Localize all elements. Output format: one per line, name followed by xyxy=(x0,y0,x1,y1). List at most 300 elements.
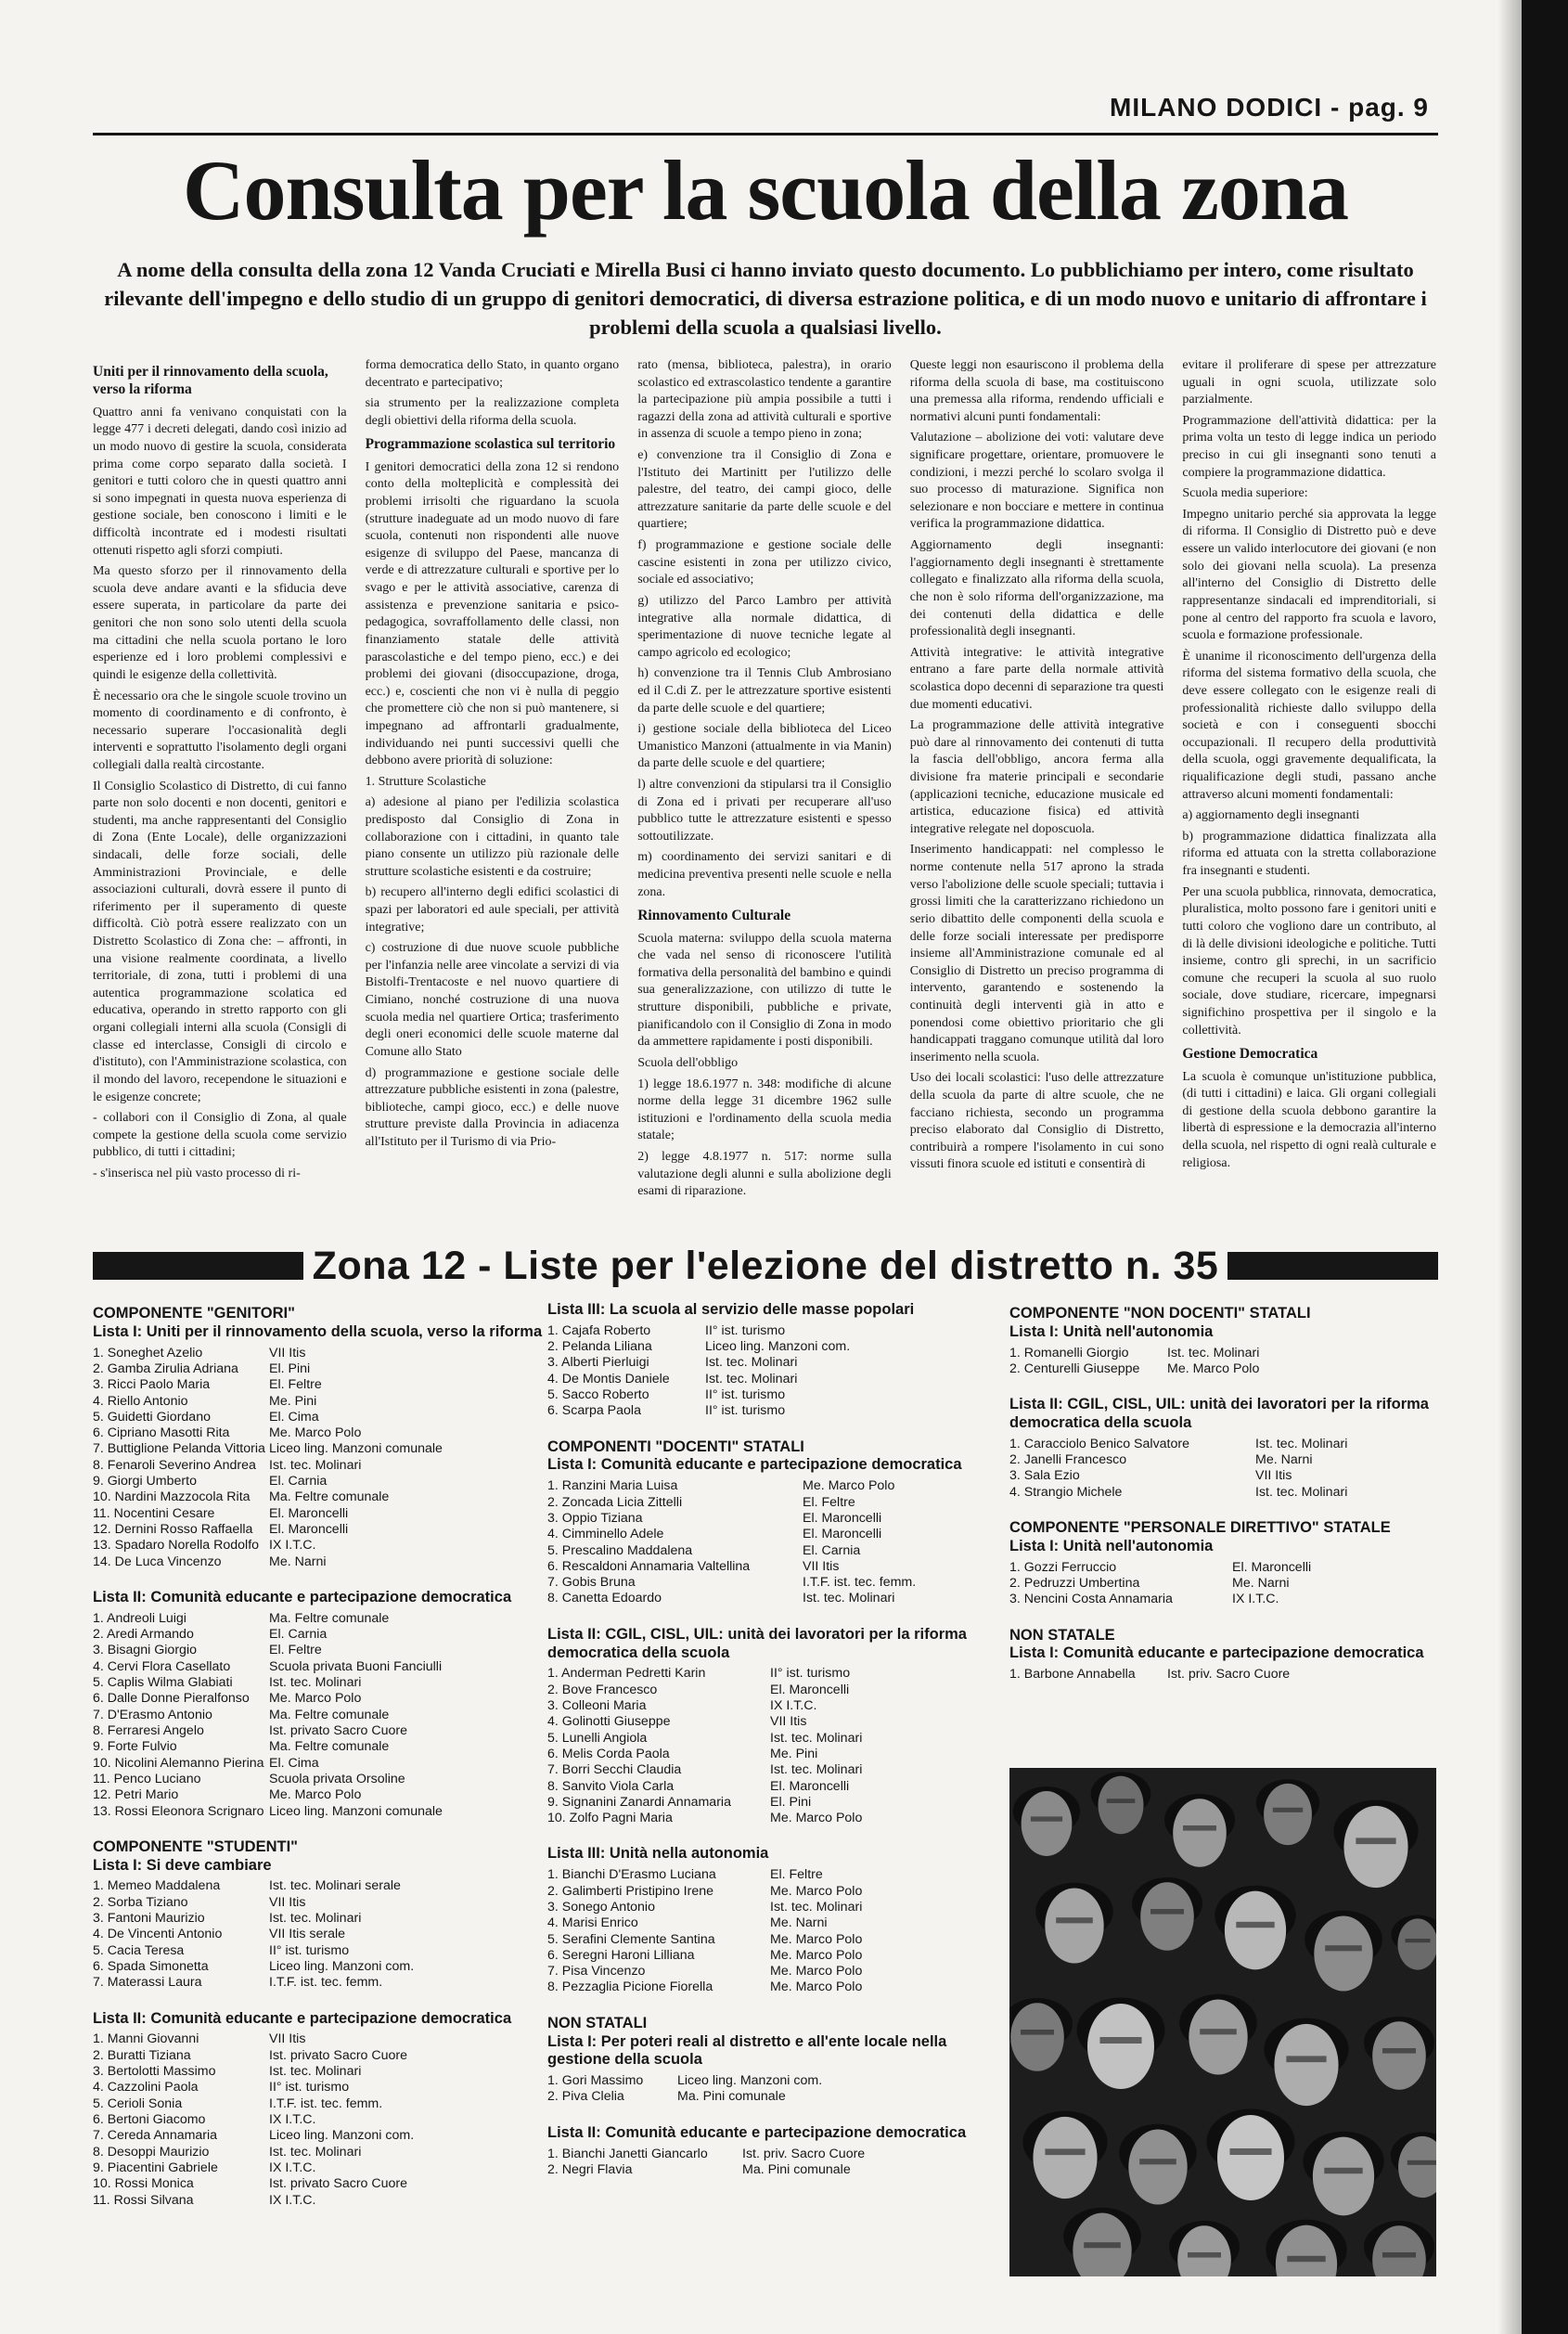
candidate-list xyxy=(547,1301,1007,1420)
candidate-name: 9. Forte Fulvio xyxy=(93,1739,177,1755)
candidate-name: 1. Gozzi Ferruccio xyxy=(1009,1559,1117,1575)
candidate-name: 5. Serafini Clemente Santina xyxy=(547,1931,715,1947)
candidate-name: 2. Buratti Tiziana xyxy=(93,2047,191,2063)
candidate-school: Me. Marco Polo xyxy=(770,1964,863,1979)
candidate-school: Me. Marco Polo xyxy=(269,1425,362,1441)
list-title: Lista I: Unità nell'autonomia xyxy=(1009,1537,1214,1554)
candidate-row xyxy=(547,1811,1007,1826)
paragraph: forma democratica dello Stato, in quanto organo decentrato e partecipativo; xyxy=(365,358,620,390)
candidate-name: 5. Cerioli Sonia xyxy=(93,2095,183,2111)
candidate-row xyxy=(93,1554,547,1570)
photo-face xyxy=(1189,2000,1247,2075)
paragraph: Scuola dell'obbligo xyxy=(637,1055,739,1070)
candidate-name: 2. Negri Flavia xyxy=(547,2161,633,2177)
candidate-list xyxy=(93,2010,547,2209)
candidate-name: 4. Riello Antonio xyxy=(93,1393,188,1409)
list-category: COMPONENTE "NON DOCENTI" STATALI xyxy=(1009,1305,1311,1322)
photo-face xyxy=(1225,1891,1286,1970)
candidate-name: 1. Soneghet Azelio xyxy=(93,1345,203,1360)
candidate-row xyxy=(547,2147,1007,2162)
candidate-name: 8. Desoppi Maurizio xyxy=(93,2144,210,2160)
candidate-school: IX I.T.C. xyxy=(269,2192,316,2208)
candidate-list xyxy=(1009,1627,1447,1683)
lists-column-2 xyxy=(547,1301,1007,2197)
candidate-school: El. Carnia xyxy=(269,1627,328,1643)
paragraph: b) recupero all'interno degli edifici scolastici di spazi per laboratori ed aule speciali, per attività integrative; xyxy=(365,885,620,935)
candidate-row xyxy=(547,1527,1007,1542)
paragraph: È necessario ora che le singole scuole trovino un momento di coordinamento e di confronto, è necessario superare l'occasionalità degli interventi e soprattutto l'isolamento degli organi collegiali dalla realtà circostante. xyxy=(93,689,347,772)
article-column xyxy=(637,357,892,1228)
candidate-name: 3. Sonego Antonio xyxy=(547,1899,655,1915)
candidate-row xyxy=(547,1387,1007,1403)
paragraph: sia strumento per la realizzazione completa degli obiettivi della riforma della scuola. xyxy=(365,396,620,428)
candidate-school: II° ist. turismo xyxy=(269,1942,350,1958)
list-title: Lista II: CGIL, CISL, UIL: unità dei lavoratori per la riforma democratica della scuola xyxy=(1009,1396,1429,1432)
paragraph: È unanime il riconoscimento dell'urgenza della riforma del sistema formativo della scuola, che deve essere collegato con le esigenze reali di professionalità richieste dallo sviluppo della società e con i conseguenti sbocchi occupazionali. Il recupero della produttività della scuola, oggi gravemente dequalificata, la riqualificazione degli studi, passano anche attraverso alcuni momenti fondamentali: xyxy=(1182,649,1436,802)
candidate-name: 7. Materassi Laura xyxy=(93,1975,202,1991)
candidate-school: Me. Narni xyxy=(1232,1575,1290,1591)
candidate-name: 2. Pelanda Liliana xyxy=(547,1339,652,1355)
candidate-row xyxy=(1009,1452,1447,1468)
candidate-name: 2. Zoncada Licia Zittelli xyxy=(547,1494,683,1510)
candidate-school: Ist. tec. Molinari xyxy=(705,1371,798,1386)
candidate-name: 1. Memeo Maddalena xyxy=(93,1878,221,1894)
candidate-row xyxy=(93,1911,547,1927)
paragraph: - collabori con il Consiglio di Zona, al quale compete la gestione della scuola come servizio pubblico, di tutti i cittadini; xyxy=(93,1111,347,1160)
candidate-name: 7. Gobis Bruna xyxy=(547,1575,636,1591)
candidate-name: 4. Cimminello Adele xyxy=(547,1527,664,1542)
candidate-name: 2. Bove Francesco xyxy=(547,1682,658,1697)
candidate-list xyxy=(547,1438,1007,1607)
photo-eyes xyxy=(1031,1816,1062,1821)
photo-eyes xyxy=(1188,2252,1221,2258)
candidate-school: El. Maroncelli xyxy=(803,1527,882,1542)
candidate-name: 6. Bertoni Giacomo xyxy=(93,2111,206,2127)
paragraph: La programmazione delle attività integrative può dare al rinnovamento dei contenuti di tutta la fascia dell'obbligo, ancora ferma alla divisione fra materie principali e secondarie (applicazioni tecniche, educazione musicale ed artistica, educazione fisica) ed attività integrative relegate nel doposcuola. xyxy=(909,718,1164,836)
candidate-school: Liceo ling. Manzoni com. xyxy=(269,1958,415,1974)
candidate-school: Me. Narni xyxy=(1255,1452,1313,1468)
list-category: COMPONENTE "PERSONALE DIRETTIVO" STATALE xyxy=(1009,1519,1391,1537)
candidate-school: VII Itis xyxy=(269,2031,306,2047)
photo-eyes xyxy=(1200,2029,1237,2034)
list-title: Lista II: Comunità educante e partecipazione democratica xyxy=(547,2123,967,2141)
candidate-school: Ma. Feltre comunale xyxy=(269,1489,390,1505)
candidate-name: 12. Dernini Rosso Raffaella xyxy=(93,1522,253,1538)
candidate-row xyxy=(93,1441,547,1457)
list-title: Lista I: Uniti per il rinnovamento della scuola, verso la riforma xyxy=(93,1322,543,1340)
candidate-school: II° ist. turismo xyxy=(770,1666,851,1682)
candidate-row xyxy=(93,1927,547,1942)
lists-column-1 xyxy=(93,1301,547,2227)
candidate-school: Liceo ling. Manzoni comunale xyxy=(269,1441,443,1457)
photo-face xyxy=(1397,1918,1436,1969)
photo-eyes xyxy=(1356,1838,1395,1844)
candidate-school: Me. Pini xyxy=(269,1393,317,1409)
candidate-row xyxy=(547,1355,1007,1371)
photo-eyes xyxy=(1382,2252,1416,2258)
candidate-name: 8. Canetta Edoardo xyxy=(547,1591,662,1606)
candidate-name: 4. Strangio Michele xyxy=(1009,1484,1123,1500)
candidate-school: II° ist. turismo xyxy=(269,2080,350,2095)
paragraph: a) adesione al piano per l'edilizia scolastica predisposto dal Consiglio di Zona in collaborazione con i cittadini, in quanto tale piano consente un utilizzo più razionale delle strutture scolastiche esistenti e da costruire; xyxy=(365,795,620,879)
candidate-school: Ist. tec. Molinari xyxy=(803,1591,895,1606)
paragraph: m) coordinamento dei servizi sanitari e di medicina preventiva presenti nelle scuole e nella zona. xyxy=(637,850,892,899)
candidate-school: IX I.T.C. xyxy=(269,1538,316,1554)
candidate-row xyxy=(547,1478,1007,1494)
list-title: Lista III: Unità nella autonomia xyxy=(547,1845,769,1863)
candidate-row xyxy=(93,1723,547,1739)
list-category: NON STATALE xyxy=(1009,1626,1115,1644)
paragraph: Il Consiglio Scolastico di Distretto, di cui fanno parte non solo docenti e non docenti, genitori e studenti, ma anche rappresentanti del Consiglio di Zona (Ente Locale), delle organizzazioni sindacali, delle forze sociali, delle Amministrazioni Provinciale, e delle associazioni culturali, dovrà essere il punto di riferimento per il superamento di queste difficoltà. Ciò potrà essere realizzato con un Distretto Scolastico di Zona che: – affronti, in una visione realmente coordinata, a livello territoriale, di zona, tutti i problemi di una autentica programmazione scolatica ed educativa, operando in stretto rapporto con gli organi collegiali interni alla scuola (Consigli di classe ed interclasse, Consigli di circolo e d'istituto), con l'Amministrazione scolastica, con il mondo del lavoro, recependone le situazioni e le esigenze concrete; xyxy=(93,779,347,1104)
candidate-row xyxy=(93,2145,547,2160)
candidate-school: Ist. tec. Molinari xyxy=(269,2144,362,2160)
candidate-row xyxy=(547,1948,1007,1964)
candidate-list xyxy=(1009,1519,1447,1608)
candidate-row xyxy=(547,1884,1007,1900)
candidate-name: 9. Signanini Zanardi Annamaria xyxy=(547,1794,731,1810)
candidate-school: Me. Marco Polo xyxy=(269,1691,362,1707)
photo-eyes xyxy=(1056,1917,1093,1923)
candidate-name: 14. De Luca Vincenzo xyxy=(93,1554,222,1569)
candidate-row xyxy=(93,1458,547,1474)
candidate-row xyxy=(547,1779,1007,1795)
candidate-name: 9. Giorgi Umberto xyxy=(93,1474,197,1489)
candidate-name: 7. Pisa Vincenzo xyxy=(547,1964,646,1979)
candidate-name: 7. Cereda Annamaria xyxy=(93,2128,218,2144)
candidate-school: El. Maroncelli xyxy=(770,1682,850,1697)
photo-face xyxy=(1010,2003,1064,2071)
paragraph: Attività integrative: le attività integrative entrano a fare parte della normale attività scolastica dopo decenni di separazione tra questi due momenti educativi. xyxy=(909,645,1164,712)
candidate-row xyxy=(1009,1576,1447,1592)
paragraph: h) convenzione tra il Tennis Club Ambrosiano ed il C.di Z. per le attrezzature sportive esistenti da parte delle scuole e del quartiere; xyxy=(637,666,892,716)
paragraph: Scuola materna: sviluppo della scuola materna che vada nel senso di riconoscere l'utilità formativa della personalità del bambino e quindi sua generalizzazione, con utilizzo di tutte le strutture disponibili, pubbliche e private, pianificandolo con il Consiglio di Zona in modo da ammettere rapidamente i posti disponibili. xyxy=(637,931,892,1050)
candidate-school: El. Maroncelli xyxy=(269,1505,349,1521)
candidate-row xyxy=(1009,1437,1447,1452)
paragraph: 1) legge 18.6.1977 n. 348: modifiche di alcune norme della legge 31 dicembre 1962 sulle istituzioni e l'ordinamento della scuola media statale; xyxy=(637,1077,892,1143)
candidate-name: 7. D'Erasmo Antonio xyxy=(93,1707,212,1722)
photo-face xyxy=(1128,2130,1187,2205)
paragraph: 1. Strutture Scolastiche xyxy=(365,774,486,789)
list-category: COMPONENTE "STUDENTI" xyxy=(93,1838,298,1855)
candidate-row xyxy=(93,1425,547,1441)
paragraph: b) programmazione didattica finalizzata alla riforma ed attuata con la stretta collaborazione fra insegnanti e studenti. xyxy=(1182,829,1436,879)
photo-eyes xyxy=(1287,2256,1325,2262)
candidate-school: Ist. tec. Molinari xyxy=(770,1730,863,1746)
photo-eyes xyxy=(1139,2159,1176,2164)
candidate-name: 1. Caracciolo Benico Salvatore xyxy=(1009,1436,1189,1451)
candidate-school: I.T.F. ist. tec. femm. xyxy=(269,2095,383,2111)
candidate-school: El. Feltre xyxy=(770,1867,823,1883)
paragraph: Queste leggi non esauriscono il problema della riforma della scuola di base, ma costituiscono una premessa alla riforma, rendendo ufficiali e normativi alcuni punti fondamentali: xyxy=(909,358,1164,424)
candidate-name: 1. Gori Massimo xyxy=(547,2073,644,2089)
candidate-school: Me. Marco Polo xyxy=(269,1787,362,1803)
candidate-school: Me. Marco Polo xyxy=(770,1947,863,1963)
candidate-name: 1. Romanelli Giorgio xyxy=(1009,1345,1129,1360)
candidate-name: 2. Galimberti Pristipino Irene xyxy=(547,1883,713,1899)
candidate-name: 10. Nicolini Alemanno Pierina xyxy=(93,1755,264,1771)
photo-eyes xyxy=(1230,2148,1272,2155)
candidate-name: 3. Sala Ezio xyxy=(1009,1468,1080,1484)
candidate-name: 1. Anderman Pedretti Karin xyxy=(547,1666,706,1682)
photo-face xyxy=(1173,1799,1227,1867)
candidate-school: IX I.T.C. xyxy=(269,2111,316,2127)
photo-eyes xyxy=(1107,1799,1136,1803)
photo-face xyxy=(1099,1776,1144,1835)
candidate-school: El. Pini xyxy=(269,1360,311,1376)
page-number: MILANO DODICI - pag. 9 xyxy=(1110,93,1429,122)
candidate-school: Ist. tec. Molinari xyxy=(1255,1436,1348,1451)
article-column xyxy=(910,357,1164,1228)
candidate-school: Me. Pini xyxy=(770,1746,818,1761)
candidate-row xyxy=(93,1943,547,1959)
candidate-name: 1. Bianchi Janetti Giancarlo xyxy=(547,2146,708,2161)
candidate-row xyxy=(93,2064,547,2080)
candidate-row xyxy=(93,1377,547,1393)
candidate-school: El. Carnia xyxy=(269,1474,328,1489)
list-title: Lista II: CGIL, CISL, UIL: unità dei lavoratori per la riforma democratica della scuola xyxy=(547,1625,967,1661)
photo-eyes xyxy=(1273,1808,1303,1812)
candidate-name: 6. Dalle Donne Pieralfonso xyxy=(93,1691,250,1707)
photo-eyes xyxy=(1325,1945,1362,1951)
candidate-school: Ma. Pini comunale xyxy=(742,2161,851,2177)
candidate-school: II° ist. turismo xyxy=(705,1403,786,1419)
candidate-name: 4. Cervi Flora Casellato xyxy=(93,1658,231,1674)
candidate-school: Ma. Pini comunale xyxy=(677,2089,786,2105)
paragraph: Aggiornamento degli insegnanti: l'aggiornamento degli insegnanti è strettamente collegato e finalizzato alla riforma della scuola, che non è solo riforma dell'organizzazione, ma dei contenuti della didattica e delle professionalità degli insegnanti. xyxy=(909,538,1164,639)
list-title: Lista II: Comunità educante e partecipazione democratica xyxy=(93,2009,512,2027)
candidate-row xyxy=(93,2176,547,2192)
photo-eyes xyxy=(1286,2056,1326,2062)
list-title: Lista II: Comunità educante e partecipazione democratica xyxy=(93,1588,512,1605)
candidate-row xyxy=(93,2193,547,2209)
candidate-school: El. Maroncelli xyxy=(770,1778,850,1794)
candidate-school: VII Itis xyxy=(1255,1468,1292,1484)
candidate-name: 9. Piacentini Gabriele xyxy=(93,2160,218,2175)
candidate-list xyxy=(93,1838,547,1992)
list-title: Lista I: Per poteri reali al distretto e all'ente locale nella gestione della scuola xyxy=(547,2032,947,2069)
candidate-name: 5. Prescalino Maddalena xyxy=(547,1542,693,1558)
candidate-row xyxy=(547,2073,1007,2089)
candidate-row xyxy=(93,1772,547,1787)
candidate-school: Me. Marco Polo xyxy=(770,1883,863,1899)
paragraph: d) programmazione e gestione sociale delle attrezzature pubbliche esistenti in zona (palestre, biblioteche, campi gioco, ecc.) e delle nuove strutture previste dalla Provincia in adiacenza all'Istituto per il Turismo di via Prio- xyxy=(365,1065,620,1149)
photo-eyes xyxy=(1236,1922,1274,1928)
paragraph: Impegno unitario perché sia approvata la legge di riforma. Il Consiglio di Distretto può e deve essere un valido interlocutore dei giovani (e non solo dei giovani nella scuola). La presenza all'interno del Consiglio di Distretto delle rappresentanze sindacali ed imprenditoriali, si pone al centro del rapporto fra scuola e lavoro, scuola e formazione professionale. xyxy=(1182,507,1436,643)
candidate-school: VII Itis serale xyxy=(269,1927,346,1942)
candidate-row xyxy=(93,1675,547,1691)
candidate-row xyxy=(1009,1592,1447,1607)
candidate-row xyxy=(93,2112,547,2128)
candidate-name: 3. Ricci Paolo Maria xyxy=(93,1377,211,1393)
candidate-school: Me. Marco Polo xyxy=(770,1979,863,1995)
photo-eyes xyxy=(1150,1909,1184,1915)
candidate-name: 8. Fenaroli Severino Andrea xyxy=(93,1457,256,1473)
candidate-school: IX I.T.C. xyxy=(770,1697,817,1713)
photo-eyes xyxy=(1324,2168,1362,2173)
candidate-name: 8. Sanvito Viola Carla xyxy=(547,1778,675,1794)
candidate-name: 3. Nencini Costa Annamaria xyxy=(1009,1592,1173,1607)
list-title: Lista I: Si deve cambiare xyxy=(93,1856,272,1874)
candidate-name: 11. Nocentini Cesare xyxy=(93,1505,215,1521)
candidate-row xyxy=(547,1323,1007,1339)
candidate-school: Ist. tec. Molinari xyxy=(269,1675,362,1691)
list-category: COMPONENTI "DOCENTI" STATALI xyxy=(547,1438,804,1455)
candidate-row xyxy=(547,1511,1007,1527)
candidate-row xyxy=(93,1959,547,1975)
section-heading: Rinnovamento Culturale xyxy=(637,908,791,924)
candidate-name: 3. Oppio Tiziana xyxy=(547,1510,643,1526)
candidate-row xyxy=(1009,1346,1447,1361)
banner-title: Zona 12 - Liste per l'elezione del distretto n. 35 xyxy=(312,1243,1219,1288)
candidate-school: El. Feltre xyxy=(803,1494,855,1510)
photo-face xyxy=(1217,2115,1284,2200)
candidate-name: 2. Pedruzzi Umbertina xyxy=(1009,1575,1140,1591)
candidate-name: 2. Janelli Francesco xyxy=(1009,1452,1127,1468)
candidate-name: 5. Cacia Teresa xyxy=(93,1942,185,1958)
paragraph: Valutazione – abolizione dei voti: valutare deve significare progettare, orientare, promuovere le condizioni, i mezzi perché lo scolaro svolga il suo processo di maturazione. Significa non selezionare e non bocciare e mettere in continua verifica la programmazione didattica. xyxy=(909,431,1164,532)
candidate-school: Ist. tec. Molinari xyxy=(1255,1484,1348,1500)
section-heading: Programmazione scolastica sul territorio xyxy=(365,436,616,453)
candidate-school: Ma. Feltre comunale xyxy=(269,1739,390,1755)
paragraph: e) convenzione tra il Consiglio di Zona e l'Istituto dei Martinitt per l'utilizzo delle palestre, del teatro, dei campi gioco, delle attrezzature sanitarie da parte delle scuole e del quartiere; xyxy=(637,448,892,532)
photo-eyes xyxy=(1183,1825,1216,1831)
candidate-row xyxy=(93,1659,547,1675)
candidate-row xyxy=(1009,1667,1447,1683)
candidate-name: 5. Guidetti Giordano xyxy=(93,1409,211,1425)
section-heading: Gestione Democratica xyxy=(1182,1046,1318,1063)
candidate-name: 6. Cipriano Masotti Rita xyxy=(93,1425,230,1441)
lists-column-3 xyxy=(1009,1301,1447,1702)
list-category: NON STATALI xyxy=(547,2014,648,2031)
candidate-name: 8. Ferraresi Angelo xyxy=(93,1722,204,1738)
candidate-school: El. Maroncelli xyxy=(803,1510,882,1526)
candidate-name: 11. Rossi Silvana xyxy=(93,2192,194,2208)
candidate-row xyxy=(93,1691,547,1707)
candidate-name: 5. Sacco Roberto xyxy=(547,1387,649,1403)
photo-face xyxy=(1372,2021,1426,2090)
candidate-name: 4. Marisi Enrico xyxy=(547,1915,638,1931)
photo-eyes xyxy=(1021,2030,1054,2035)
paragraph: a) aggiornamento degli insegnanti xyxy=(1182,808,1360,823)
candidate-row xyxy=(93,1506,547,1522)
candidate-list xyxy=(1009,1305,1447,1377)
candidate-school: IX I.T.C. xyxy=(269,2160,316,2175)
candidate-row xyxy=(93,2048,547,2064)
candidate-school: Liceo ling. Manzoni com. xyxy=(677,2073,823,2089)
candidate-row xyxy=(547,1964,1007,1979)
candidate-row xyxy=(93,1708,547,1723)
candidate-name: 2. Aredi Armando xyxy=(93,1627,194,1643)
candidate-row xyxy=(547,1900,1007,1915)
candidate-school: Ist. tec. Molinari xyxy=(269,1457,362,1473)
candidate-name: 1. Andreoli Luigi xyxy=(93,1610,186,1626)
candidate-school: El. Pini xyxy=(770,1794,812,1810)
candidate-name: 6. Seregni Haroni Lilliana xyxy=(547,1947,695,1963)
candidate-school: Me. Marco Polo xyxy=(770,1811,863,1826)
candidate-school: II° ist. turismo xyxy=(705,1322,786,1338)
paragraph: Ma questo sforzo per il rinnovamento della scuola deve andare avanti e la sfiducia deve essere superata, in particolare da parte dei genitori che non sono solo utenti della scuola ma cittadini che nella scuola portano le loro esperienze ed i loro problemi complessivi e quindi le esigenze della collettività. xyxy=(93,564,347,682)
candidate-row xyxy=(547,1714,1007,1730)
candidate-row xyxy=(547,1915,1007,1931)
candidate-school: Ist. tec. Molinari xyxy=(1167,1345,1260,1360)
photo-face xyxy=(1045,1889,1103,1964)
photo-face xyxy=(1264,1784,1312,1845)
candidate-name: 2. Centurelli Giuseppe xyxy=(1009,1360,1140,1376)
paragraph: Quattro anni fa venivano conquistati con la legge 477 i decreti delegati, dando così inizio ad un modo nuovo di gestire la scuola, considerata prima come corpo separato dalla società. I genitori e tutti coloro che in questi quattro anni si sono impegnati in questa nuova esperienza di gestione sociale, ben conoscono i limiti e le difficoltà incontrate ed i modesti risultati ottenuti rispetto agli sforzi compiuti. xyxy=(93,405,347,558)
candidate-school: Me. Narni xyxy=(770,1915,828,1931)
candidate-name: 2. Sorba Tiziano xyxy=(93,1894,188,1910)
candidate-school: IX I.T.C. xyxy=(1232,1592,1279,1607)
candidate-school: Ist. tec. Molinari xyxy=(269,1911,362,1927)
candidate-row xyxy=(93,1410,547,1425)
candidate-row xyxy=(93,1522,547,1538)
candidate-name: 4. Golinotti Giuseppe xyxy=(547,1714,671,1730)
candidate-school: VII Itis xyxy=(269,1345,306,1360)
candidate-row xyxy=(547,1403,1007,1419)
photo-eyes xyxy=(1084,2242,1121,2248)
paragraph: I genitori democratici della zona 12 si rendono conto della molteplicità e complessità dei problemi irrisolti che riguardano la scuola (strutture inadeguate ad un modo nuovo di fare scuola, contenuti non rispondenti alle nuove esigenze di sviluppo del Paese, mancanza di verde e di attrezzature culturali e sportive per lo svago e per le attività associative, carenza di assistenza e prevenzione sanitaria e psico-pedagogica, sovraffollamento delle classi, non finanziamento statale delle attività parascolastiche e del tempo pieno, ecc.) e dei problemi dei giovani (disoccupazione, droga, ecc.) e, coscienti che non vi è nulla di peggio che promettere ciò che non si può mantenere, si impegnano ad affrontarli gradualmente, individuando nei punti successivi quelli che debbono avere priorità di soluzione: xyxy=(365,459,620,768)
banner-bar-right xyxy=(1227,1252,1438,1280)
candidate-school: Liceo ling. Manzoni com. xyxy=(269,2128,415,2144)
candidate-school: El. Feltre xyxy=(269,1377,322,1393)
article-headline: Consulta per la scuola della zona xyxy=(183,143,1348,238)
candidate-school: Ma. Feltre comunale xyxy=(269,1610,390,1626)
photo-eyes xyxy=(1382,2048,1416,2054)
candidate-school: Ist. privato Sacro Cuore xyxy=(269,2047,408,2063)
candidate-row xyxy=(93,2080,547,2095)
candidate-row xyxy=(1009,1468,1447,1484)
candidate-row xyxy=(93,1474,547,1489)
candidate-row xyxy=(93,1538,547,1554)
candidate-row xyxy=(93,1804,547,1820)
photo-face xyxy=(1033,2117,1097,2199)
photo-face xyxy=(1343,1806,1407,1888)
candidate-name: 11. Penco Luciano xyxy=(93,1771,201,1786)
paragraph: g) utilizzo del Parco Lambro per attività integrative alla normale didattica, di sperimentazione di nuove tecniche legate al campo agricolo ed ecologico; xyxy=(637,593,892,660)
candidate-row xyxy=(1009,1485,1447,1501)
candidate-name: 6. Melis Corda Paola xyxy=(547,1746,670,1761)
candidate-name: 2. Piva Clelia xyxy=(547,2089,624,2105)
candidate-school: El. Maroncelli xyxy=(1232,1559,1312,1575)
photo-face xyxy=(1313,2137,1374,2216)
candidate-row xyxy=(1009,1361,1447,1377)
candidate-row xyxy=(547,2089,1007,2105)
article-column xyxy=(366,357,620,1228)
candidate-name: 10. Nardini Mazzocola Rita xyxy=(93,1489,251,1505)
candidate-row xyxy=(93,1489,547,1505)
candidate-name: 3. Colleoni Maria xyxy=(547,1697,647,1713)
section-heading: Uniti per il rinnovamento della scuola, verso la riforma xyxy=(93,364,328,398)
candidate-row xyxy=(547,1559,1007,1575)
photo-face xyxy=(1087,2004,1154,2089)
candidate-school: VII Itis xyxy=(770,1714,807,1730)
candidate-name: 4. De Montis Daniele xyxy=(547,1371,670,1386)
candidate-row xyxy=(93,1756,547,1772)
paragraph: c) costruzione di due nuove scuole pubbliche per l'infanzia nelle aree vincolate a servizi di via Bistolfi-Trentacoste e nel nuovo quartiere di Cimiano, nonché costruzione di una nuova scuola media nel quartiere Ortica; trasferimento degli oneri economici delle scuole materne dal Comune allo Stato xyxy=(365,941,620,1059)
candidate-row xyxy=(547,1543,1007,1559)
paragraph: Scuola media superiore: xyxy=(1182,486,1308,501)
list-title: Lista III: La scuola al servizio delle masse popolari xyxy=(547,1301,915,1318)
candidate-school: Scuola privata Orsoline xyxy=(269,1771,405,1786)
candidate-school: Ma. Feltre comunale xyxy=(269,1707,390,1722)
candidate-row xyxy=(547,1372,1007,1387)
candidate-row xyxy=(547,1683,1007,1698)
candidate-school: Ist. tec. Molinari xyxy=(770,1762,863,1778)
paragraph: Programmazione dell'attività didattica: per la prima volta un testo di legge indica un periodo preciso in cui gli insegnanti sono tenuti a compiere la programmazione didattica. xyxy=(1182,413,1436,480)
candidate-name: 1. Barbone Annabella xyxy=(1009,1667,1136,1683)
candidate-name: 5. Lunelli Angiola xyxy=(547,1730,648,1746)
candidate-list xyxy=(1009,1396,1447,1501)
